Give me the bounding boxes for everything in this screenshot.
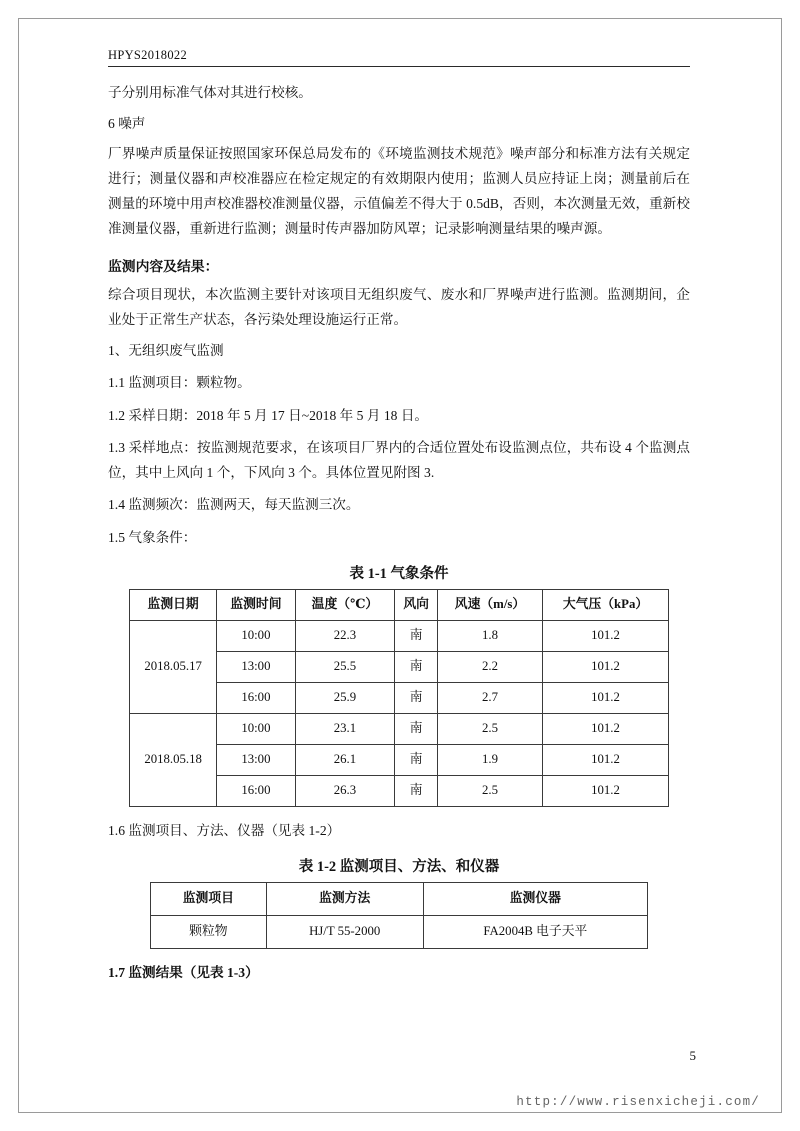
col-temperature: 温度（℃） (295, 590, 395, 621)
list-item-1-2: 1.2 采样日期：2018 年 5 月 17 日~2018 年 5 月 18 日。 (108, 407, 429, 423)
cell-time: 10:00 (217, 713, 295, 744)
cell-wind-direction: 南 (395, 775, 438, 806)
cell-time: 13:00 (217, 744, 295, 775)
table-row (130, 621, 669, 652)
cell-temperature: 22.3 (295, 621, 395, 652)
col-wind-direction: 风向 (395, 590, 438, 621)
table-1-1-head (130, 590, 669, 621)
cell-pressure: 101.2 (543, 621, 669, 652)
cell-wind-speed: 2.2 (437, 651, 542, 682)
cell-wind-speed: 2.5 (437, 775, 542, 806)
table-methods-instruments (150, 882, 648, 949)
table-row (151, 915, 648, 948)
page-number: 5 (689, 1048, 696, 1063)
watermark-url: http://www.risenxicheji.com/ (516, 1095, 760, 1109)
cell-wind-direction: 南 (395, 682, 438, 713)
table-1-1-body (130, 621, 669, 806)
cell-time: 16:00 (217, 682, 295, 713)
col-date: 监测日期 (130, 590, 217, 621)
list-item-1-7: 1.7 监测结果（见表 1-3） (108, 964, 259, 980)
cell-wind-direction: 南 (395, 744, 438, 775)
table-1-1-caption: 表 1-1 气象条件 (349, 566, 449, 583)
cell-pressure: 101.2 (543, 775, 669, 806)
list-item-1-5: 1.5 气象条件： (108, 529, 197, 545)
document-code: HPYS2018022 (108, 48, 188, 62)
header-divider (108, 66, 690, 67)
list-item-1: 1、无组织废气监测 (108, 342, 224, 358)
cell-temperature: 26.1 (295, 744, 395, 775)
cell-date-group-1: 2018.05.17 (130, 621, 217, 714)
table-1-2-body (151, 915, 648, 948)
table-1-2-head (151, 882, 648, 915)
subsection-heading-noise: 6 噪声 (108, 115, 146, 131)
cell-temperature: 23.1 (295, 713, 395, 744)
list-item-1-4: 1.4 监测频次：监测两天，每天监测三次。 (108, 497, 360, 513)
cell-monitor-item: 颗粒物 (151, 915, 267, 948)
cell-pressure: 101.2 (543, 713, 669, 744)
cell-date-group-2: 2018.05.18 (130, 713, 217, 806)
col-monitor-item: 监测项目 (151, 882, 267, 915)
paragraph-noise-qa: 厂界噪声质量保证按照国家环保总局发布的《环境监测技术规范》噪声部分和标准方法有关规定进行；测量仪器和声校准器应在检定规定的有效期限内使用；监测人员应持证上岗；测量前后在测量的环境中用声校准器校准测量仪器，示值偏差不得大于 0.5dB，否则，本次测量无效，重新校准测量仪器，重新进行监测；测量时传声器加防风罩；记录影响测量结果的噪声源。 (108, 146, 690, 236)
table-header-row (151, 882, 648, 915)
list-item-1-6: 1.6 监测项目、方法、仪器（见表 1-2） (108, 822, 341, 838)
cell-wind-direction: 南 (395, 713, 438, 744)
cell-monitor-instrument: FA2004B 电子天平 (423, 915, 647, 948)
paragraph-continuation: 子分别用标准气体对其进行校核。 (108, 85, 312, 100)
table-1-2-caption: 表 1-2 监测项目、方法、和仪器 (298, 858, 500, 875)
cell-pressure: 101.2 (543, 744, 669, 775)
list-item-1-1: 1.1 监测项目：颗粒物。 (108, 375, 251, 391)
page-content (108, 48, 690, 993)
cell-wind-speed: 1.8 (437, 621, 542, 652)
cell-pressure: 101.2 (543, 682, 669, 713)
section-heading-monitoring-results: 监测内容及结果： (108, 259, 219, 275)
cell-monitor-method: HJ/T 55-2000 (266, 915, 423, 948)
cell-temperature: 26.3 (295, 775, 395, 806)
cell-time: 10:00 (217, 621, 295, 652)
cell-temperature: 25.9 (295, 682, 395, 713)
cell-time: 16:00 (217, 775, 295, 806)
cell-wind-speed: 2.7 (437, 682, 542, 713)
cell-wind-direction: 南 (395, 621, 438, 652)
cell-wind-direction: 南 (395, 651, 438, 682)
cell-pressure: 101.2 (543, 651, 669, 682)
table-row (130, 713, 669, 744)
cell-wind-speed: 2.5 (437, 713, 542, 744)
col-monitor-method: 监测方法 (266, 882, 423, 915)
cell-temperature: 25.5 (295, 651, 395, 682)
paragraph-overview: 综合项目现状，本次监测主要针对该项目无组织废气、废水和厂界噪声进行监测。监测期间，企业处于正常生产状态，各污染处理设施运行正常。 (108, 287, 690, 328)
table-weather-conditions (129, 589, 669, 806)
col-time: 监测时间 (217, 590, 295, 621)
cell-wind-speed: 1.9 (437, 744, 542, 775)
cell-time: 13:00 (217, 651, 295, 682)
col-wind-speed: 风速（m/s） (437, 590, 542, 621)
list-item-1-3: 1.3 采样地点：按监测规范要求，在该项目厂界内的合适位置处布设监测点位，共布设 4 个监测点位，其中上风向 1 个，下风向 3 个。具体位置见附图 3. (108, 440, 690, 480)
table-header-row (130, 590, 669, 621)
col-monitor-instrument: 监测仪器 (423, 882, 647, 915)
col-pressure: 大气压（kPa） (543, 590, 669, 621)
